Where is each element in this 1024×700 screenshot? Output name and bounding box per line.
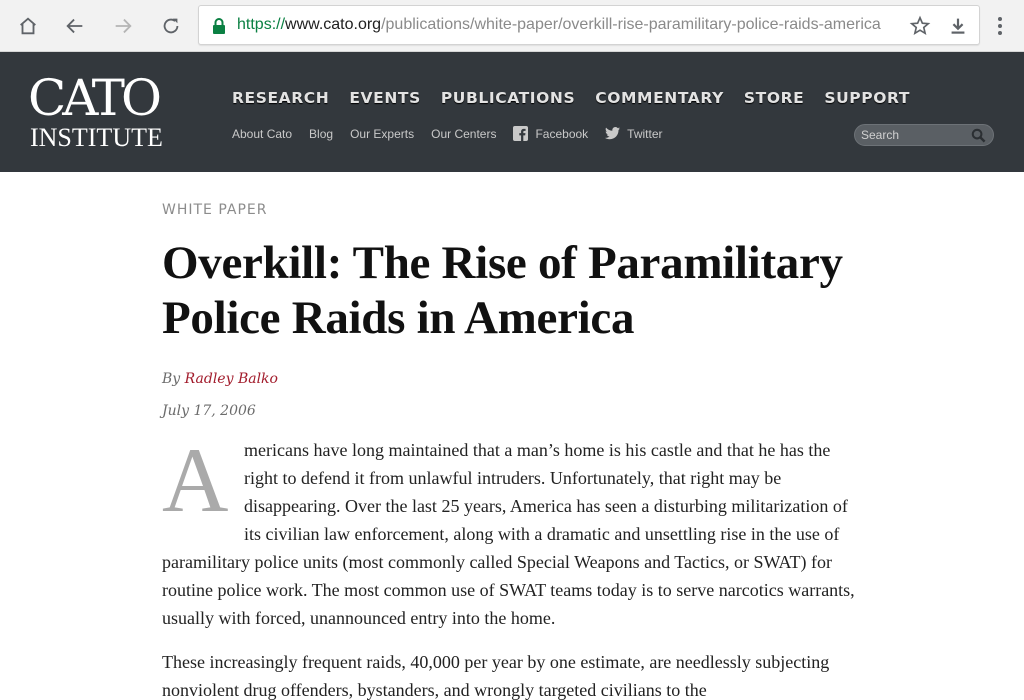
article-body <box>162 429 862 700</box>
home-button[interactable] <box>12 10 44 42</box>
address-bar[interactable] <box>198 5 980 45</box>
paragraph-2: These increasingly frequent raids, 40,000 per year by one estimate, are needlessly subjecting nonviolent drug offenders, bystanders, and wrongly targeted civilians to the <box>162 652 830 700</box>
url-text <box>237 16 897 34</box>
author-link[interactable]: Radley Balko <box>184 371 278 387</box>
paragraph-1-text: mericans have long maintained that a man’s home is his castle and that he has the right to defend it from unlawful intruders. Unfortunately, that right may be disappearing. Over the last 25 years, America has seen a disturbing militarization of its civilian law enforcement, along with a dramatic and unsettling rise in the use of paramilitary police units (most commonly called Special Weapons and Tactics, or SWAT) for routine police work. The most common use of SWAT teams today is to serve narcotics warrants, usually with forced, unannounced entry into the home. <box>162 440 855 628</box>
subnav-blog[interactable]: Blog <box>309 126 334 141</box>
arrow-left-icon <box>64 15 86 37</box>
byline-prefix: By <box>162 371 181 387</box>
publish-date: July 17, 2006 <box>162 403 256 419</box>
bookmark-star-icon[interactable] <box>909 15 931 37</box>
nav-support[interactable]: SUPPORT <box>824 89 911 107</box>
nav-store[interactable]: STORE <box>743 89 805 107</box>
sub-nav <box>232 126 680 141</box>
nav-research[interactable]: RESEARCH <box>232 89 330 107</box>
cato-logo[interactable] <box>28 69 173 154</box>
subnav-facebook[interactable] <box>513 126 588 141</box>
site-header <box>0 52 1024 172</box>
download-icon[interactable] <box>947 15 969 37</box>
url-host: www.cato.org <box>285 16 382 33</box>
back-button[interactable] <box>59 10 91 42</box>
logo-bottom-text: INSTITUTE <box>30 123 163 152</box>
nav-commentary[interactable]: COMMENTARY <box>595 89 724 107</box>
subnav-twitter[interactable] <box>605 126 662 141</box>
nav-publications[interactable]: PUBLICATIONS <box>440 89 576 107</box>
reload-icon <box>160 15 182 37</box>
nav-events[interactable]: EVENTS <box>349 89 421 107</box>
url-path: /publications/white-paper/overkill-rise-paramilitary-police-raids-america <box>381 16 881 33</box>
lock-icon <box>211 17 227 35</box>
subnav-experts[interactable]: Our Experts <box>350 126 415 141</box>
logo-top-text: CATO <box>28 69 158 127</box>
subnav-about[interactable]: About Cato <box>232 126 293 141</box>
reload-button[interactable] <box>155 10 187 42</box>
search-input[interactable] <box>861 127 969 143</box>
more-vert-icon <box>997 16 1003 36</box>
main-nav <box>232 89 930 107</box>
url-scheme: https:// <box>237 16 286 33</box>
article-kicker: WHITE PAPER <box>162 202 268 218</box>
facebook-icon <box>513 126 528 141</box>
article-title: Overkill: The Rise of Paramilitary Police Raids in America <box>162 237 843 344</box>
site-search <box>854 124 994 146</box>
subnav-centers[interactable]: Our Centers <box>431 126 497 141</box>
subnav-facebook-label: Facebook <box>535 126 589 141</box>
drop-cap: A <box>162 429 229 531</box>
subnav-twitter-label: Twitter <box>627 126 663 141</box>
paragraph-1 <box>162 429 862 632</box>
arrow-right-icon <box>112 15 134 37</box>
twitter-icon <box>605 126 620 141</box>
home-icon <box>17 15 39 37</box>
forward-button[interactable] <box>107 10 139 42</box>
byline <box>162 371 278 387</box>
browser-toolbar <box>0 0 1024 52</box>
browser-menu-button[interactable] <box>988 10 1012 42</box>
search-icon[interactable] <box>971 128 986 143</box>
